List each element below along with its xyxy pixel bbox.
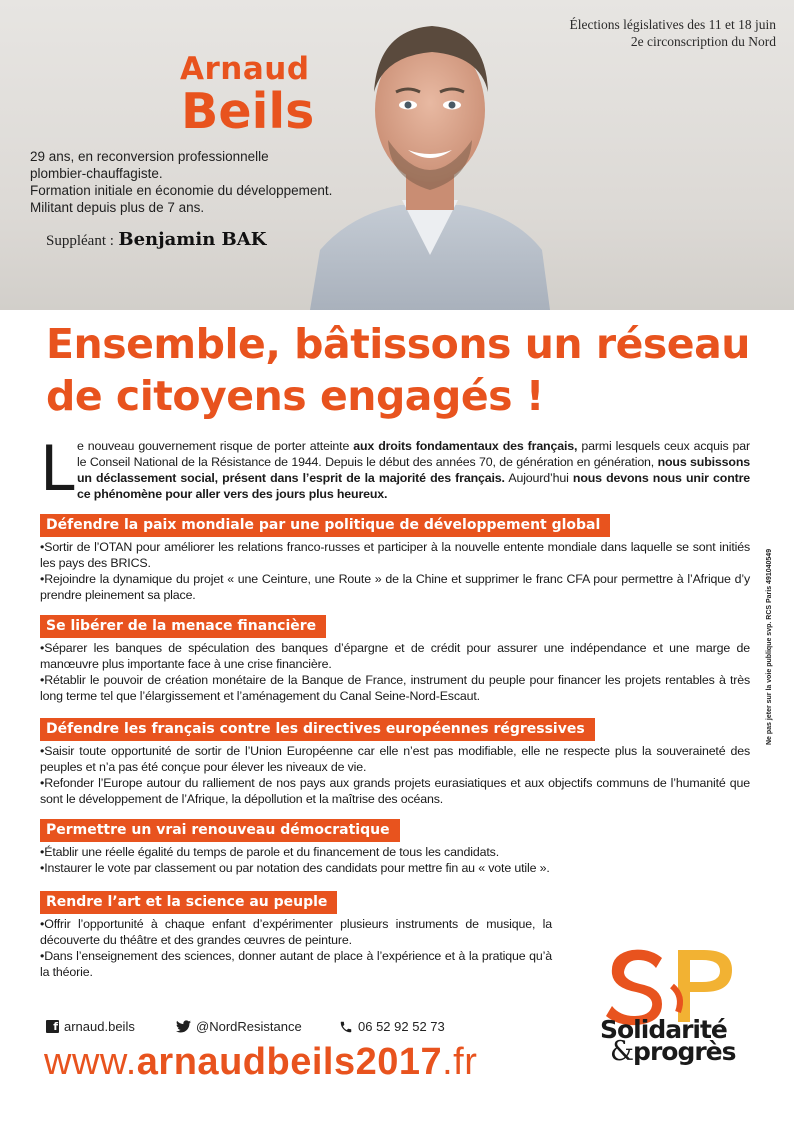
election-constituency: 2e circonscription du Nord bbox=[630, 34, 776, 49]
logo-mark bbox=[592, 946, 762, 1026]
election-dates: Élections législatives des 11 et 18 juin bbox=[569, 17, 776, 32]
phone-icon bbox=[339, 1020, 353, 1034]
candidate-first-name: Arnaud bbox=[180, 51, 310, 87]
phone-number: 06 52 92 52 73 bbox=[358, 1019, 445, 1034]
intro-emphasis: nous subissons un déclassement social, présent dans l’esprit de la majorité des français. bbox=[77, 455, 750, 485]
list-item: • Sortir de l’OTAN pour améliorer les relations franco-russes et participer à la nouvelle entente mondiale dans laquelle se sont initiés les pays des BRICS. bbox=[40, 539, 750, 571]
section-title: Défendre les français contre les directives européennes régressives bbox=[40, 718, 595, 741]
drop-cap: L bbox=[40, 432, 75, 505]
logo-ampersand: & bbox=[610, 1036, 634, 1067]
intro-part: Aujourd’hui bbox=[504, 471, 573, 485]
website-link[interactable] bbox=[44, 1040, 477, 1084]
section-renouveau-democratique bbox=[40, 819, 750, 876]
section-title: Rendre l’art et la science au peuple bbox=[40, 891, 337, 914]
facebook-handle: arnaud.beils bbox=[64, 1019, 135, 1034]
intro-emphasis: aux droits fondamentaux des français, bbox=[353, 439, 578, 453]
suppleant-label: Suppléant : bbox=[46, 233, 114, 249]
list-item: • Établir une réelle égalité du temps de parole et du financement de tous les candidats. bbox=[40, 844, 750, 860]
twitter-handle: @NordResistance bbox=[196, 1019, 302, 1034]
page-headline: Ensemble, bâtissons un réseau de citoyens engagés ! bbox=[46, 320, 750, 420]
phone-contact[interactable] bbox=[339, 1019, 445, 1034]
candidate-last-name: Beils bbox=[181, 83, 315, 140]
intro-part: parmi lesquels ceux acquis par le Conseil National de la Résistance de 1944. Depuis le début des années 70, de génération en génération, bbox=[77, 439, 750, 469]
candidate-photo bbox=[310, 0, 550, 310]
legal-notice: Ne pas jeter sur la voie publique svp. RCS Paris 491040549 bbox=[766, 548, 773, 745]
section-title: Défendre la paix mondiale par une politique de développement global bbox=[40, 514, 610, 537]
suppleant bbox=[46, 229, 266, 250]
website-tld: .fr bbox=[442, 1041, 478, 1083]
logo-line1: Solidarité bbox=[600, 1015, 727, 1044]
list-item: • Saisir toute opportunité de sortir de l’Union Européenne car elle n’est pas modifiable, elle ne respecte plus la souveraineté des peuples et n’a pas été conçue pour élever les niveaux de vie. bbox=[40, 743, 750, 775]
logo-line2 bbox=[610, 1038, 736, 1066]
website-prefix: www. bbox=[44, 1041, 137, 1083]
list-item: • Rejoindre la dynamique du projet « une Ceinture, une Route » de la Chine et supprimer le franc CFA pour permettre à l’Afrique d’y prendre pleinement sa place. bbox=[40, 571, 750, 603]
list-item: • Rétablir le pouvoir de création monétaire de la Banque de France, instrument du peuple pour financer les projets rentables à très long terme tel que l’élargissement et l’aménagement du Canal Seine-Nord-Escaut. bbox=[40, 672, 750, 704]
section-directives-europeennes bbox=[40, 718, 750, 807]
election-info bbox=[570, 16, 776, 50]
list-item: • Dans l’enseignement des sciences, donner autant de place à l’expérience et à la pratique qu’à la théorie. bbox=[40, 948, 552, 980]
section-title: Permettre un vrai renouveau démocratique bbox=[40, 819, 400, 842]
section-title: Se libérer de la menace financière bbox=[40, 615, 326, 638]
facebook-icon: f bbox=[46, 1020, 59, 1033]
twitter-icon bbox=[176, 1020, 191, 1033]
hero-banner bbox=[0, 0, 794, 310]
candidate-bio bbox=[30, 148, 332, 216]
section-menace-financiere bbox=[40, 615, 750, 704]
list-item: • Instaurer le vote par classement ou par notation des candidats pour mettre fin au « vote utile ». bbox=[40, 860, 750, 876]
list-item: • Refonder l’Europe autour du ralliement de nos pays aux grands projets eurasiatiques et aux objectifs communs de l’humanité que sont le développement de l’Afrique, la dépollution et la maîtrise des océans. bbox=[40, 775, 750, 807]
intro-emphasis: nous devons nous unir contre ce phénomène pour aller vers des jours plus heureux. bbox=[77, 471, 750, 501]
section-paix-mondiale bbox=[40, 514, 750, 603]
facebook-contact[interactable] bbox=[46, 1019, 135, 1034]
bio-line: Militant depuis plus de 7 ans. bbox=[30, 200, 205, 215]
twitter-contact[interactable] bbox=[176, 1019, 302, 1034]
bio-line: 29 ans, en reconversion professionnelle bbox=[30, 149, 269, 164]
solidarite-progres-logo bbox=[592, 946, 762, 1076]
suppleant-name: Benjamin BAK bbox=[118, 229, 267, 250]
website-domain: arnaudbeils2017 bbox=[136, 1041, 443, 1083]
list-item: • Offrir l’opportunité à chaque enfant d’expérimenter plusieurs instruments de musique, la découverte du théâtre et des grandes œuvres de peinture. bbox=[40, 916, 552, 948]
intro-text bbox=[77, 438, 750, 502]
logo-progres: progrès bbox=[633, 1037, 736, 1066]
bio-line: Formation initiale en économie du développement. bbox=[30, 183, 333, 198]
intro-paragraph bbox=[40, 432, 750, 505]
list-item: • Séparer les banques de spéculation des banques d’épargne et de crédit pour assurer une indépendance et une marge de manœuvre plus importante face à une crise financière. bbox=[40, 640, 750, 672]
bio-line: plombier-chauffagiste. bbox=[30, 166, 163, 181]
intro-part: e nouveau gouvernement risque de porter atteinte bbox=[77, 439, 354, 453]
